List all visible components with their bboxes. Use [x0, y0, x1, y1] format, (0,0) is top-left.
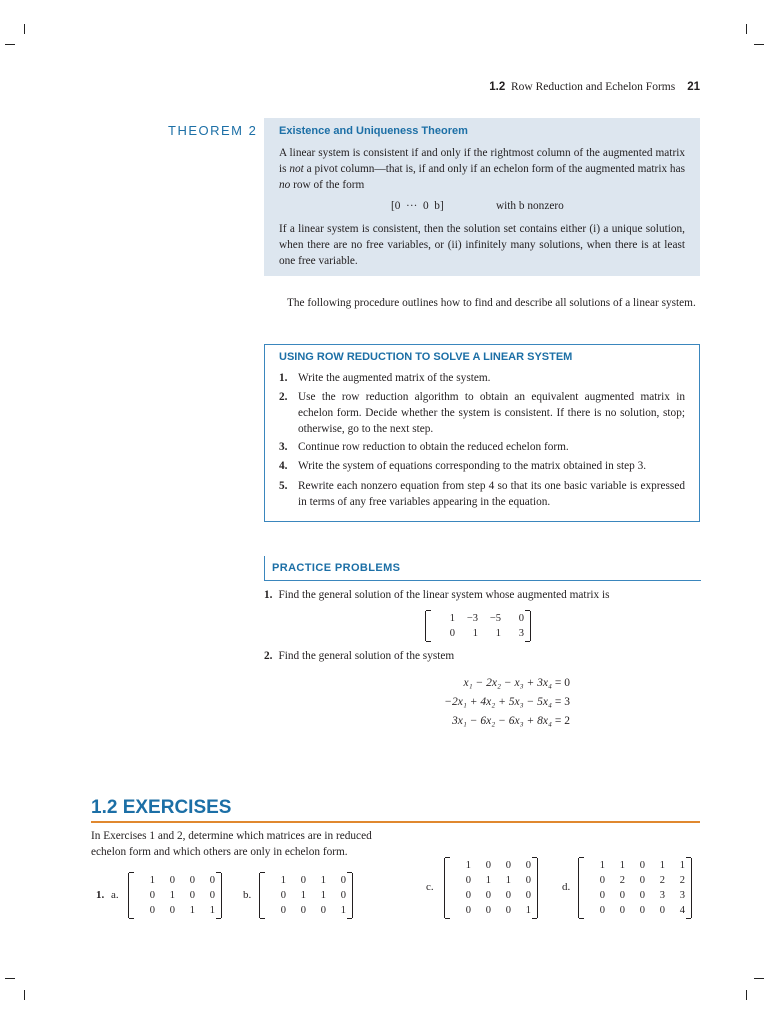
theorem-box	[264, 118, 700, 276]
procedure-step	[279, 439, 685, 455]
header-title: Row Reduction and Echelon Forms	[511, 81, 676, 93]
matrix-entry: 0	[465, 905, 471, 916]
exercise-number: 1.	[96, 889, 105, 901]
matrix-entry: 0	[639, 905, 645, 916]
step-number: 5.	[279, 480, 288, 492]
matrix-entry: 0	[465, 875, 471, 886]
matrix-entry: 1	[525, 905, 531, 916]
matrix-entry: 0	[209, 875, 215, 886]
matrix-entry: 0	[518, 613, 524, 624]
step-number: 4.	[279, 460, 288, 472]
crop-mark	[754, 44, 764, 45]
exercises-rule	[91, 821, 700, 823]
matrix-entry: 1	[320, 890, 326, 901]
matrix-entry: 0	[525, 875, 531, 886]
matrix-row	[266, 903, 346, 918]
matrix-entry: 1	[485, 875, 491, 886]
equation-rhs: = 3	[554, 696, 570, 708]
step-text: Use the row reduction algorithm to obtain an equivalent augmented matrix in echelon form. Decide whether the system is consistent. If there is no solution, stop; otherwise, go to the next step.	[298, 391, 685, 435]
matrix-row	[451, 888, 531, 903]
matrix-entry: 2	[679, 875, 685, 886]
crop-mark	[24, 24, 25, 34]
matrix-entry: 1	[340, 905, 346, 916]
equation-row	[452, 715, 570, 727]
step-number: 2.	[279, 391, 288, 403]
procedure-step	[279, 478, 685, 510]
step-text: Write the system of equations corresponding to the matrix obtained in step 3.	[298, 460, 647, 472]
problem-number: 2.	[264, 650, 273, 662]
matrix-row	[585, 888, 685, 903]
problem-text: Find the general solution of the linear system whose augmented matrix is	[278, 589, 610, 601]
matrix-row	[451, 873, 531, 888]
page-number: 21	[687, 81, 700, 93]
matrix-entry: 0	[639, 875, 645, 886]
matrix-entry: 0	[169, 875, 175, 886]
matrix-entry: 1	[209, 905, 215, 916]
problem-text: Find the general solution of the system	[278, 650, 455, 662]
matrix-row	[585, 873, 685, 888]
equation-rhs: = 2	[554, 715, 570, 727]
matrix-entry: 0	[280, 890, 286, 901]
exercises-heading: EXERCISES	[122, 797, 232, 818]
matrix-entry: 0	[639, 860, 645, 871]
matrix-row	[266, 873, 346, 888]
matrix-entry: 1	[495, 628, 501, 639]
matrix-entry: 0	[189, 875, 195, 886]
theorem-text: A linear system is consistent if and only if the rightmost column of the augmented matrix is	[279, 147, 685, 175]
matrix-row	[432, 626, 524, 641]
crop-mark	[754, 978, 764, 979]
theorem-row-note: with b nonzero	[496, 200, 564, 212]
matrix-entry: 1	[465, 860, 471, 871]
matrix-entry: 0	[525, 860, 531, 871]
matrix-entry: 0	[505, 890, 511, 901]
matrix-entry: 1	[679, 860, 685, 871]
crop-mark	[746, 24, 747, 34]
matrix-entry: −5	[489, 613, 501, 624]
matrix-row	[135, 903, 215, 918]
matrix-entry: 1	[169, 890, 175, 901]
step-number: 1.	[279, 372, 288, 384]
equation-rhs: = 0	[554, 677, 570, 689]
matrix-a	[128, 873, 222, 918]
matrix-entry: 4	[679, 905, 685, 916]
matrix-d	[578, 858, 692, 918]
matrix-entry: 3	[518, 628, 524, 639]
matrix-entry: 1	[659, 860, 665, 871]
matrix-entry: 0	[280, 905, 286, 916]
matrix-c	[444, 858, 538, 918]
matrix-entry: 3	[659, 890, 665, 901]
exercise-part-label: d.	[562, 881, 571, 893]
matrix-row	[451, 903, 531, 918]
matrix-entry: 1	[189, 905, 195, 916]
matrix-entry: −3	[466, 613, 478, 624]
equation-row	[464, 677, 570, 689]
matrix-entry: 1	[449, 613, 455, 624]
equation-row	[444, 696, 570, 708]
practice-header	[264, 556, 701, 581]
procedure-step	[279, 458, 685, 474]
crop-mark	[5, 44, 15, 45]
matrix-entry: 0	[340, 875, 346, 886]
matrix-row	[432, 611, 524, 626]
matrix-row	[585, 903, 685, 918]
matrix-entry: 0	[320, 905, 326, 916]
crop-mark	[5, 978, 15, 979]
procedure-step	[279, 389, 685, 437]
practice-problem-2	[264, 650, 454, 662]
procedure-title: USING ROW REDUCTION TO SOLVE A LINEAR SYSTEM	[279, 351, 573, 363]
matrix-entry: 0	[485, 860, 491, 871]
theorem-emphasis: no	[279, 179, 291, 191]
equation-lhs: −2x₁ + 4x₂ + 5x₃ − 5x₄	[444, 696, 552, 708]
equation-lhs: 3x₁ − 6x₂ − 6x₃ + 8x₄	[452, 715, 552, 727]
practice-title: PRACTICE PROBLEMS	[272, 562, 401, 574]
matrix-b	[259, 873, 353, 918]
matrix-row	[266, 888, 346, 903]
matrix-entry: 0	[619, 905, 625, 916]
matrix-entry: 1	[300, 890, 306, 901]
exercises-number: 1.2	[91, 797, 118, 818]
equation-lhs: x₁ − 2x₂ − x₃ + 3x₄	[463, 677, 552, 689]
matrix-entry: 0	[189, 890, 195, 901]
matrix-entry: 1	[320, 875, 326, 886]
theorem-label: THEOREM 2	[168, 123, 258, 138]
procedure-step	[279, 370, 685, 386]
matrix-entry: 0	[525, 890, 531, 901]
theorem-text: a pivot column—that is, if and only if an echelon form of the augmented matrix has	[306, 163, 685, 175]
matrix-entry: 0	[300, 905, 306, 916]
crop-mark	[746, 990, 747, 1000]
matrix-entry: 2	[659, 875, 665, 886]
matrix-entry: 1	[472, 628, 478, 639]
crop-mark	[24, 990, 25, 1000]
matrix-row	[135, 888, 215, 903]
matrix-entry: 0	[449, 628, 455, 639]
theorem-title: Existence and Uniqueness Theorem	[279, 125, 468, 137]
matrix-entry: 0	[465, 890, 471, 901]
running-header	[489, 81, 700, 93]
matrix-entry: 1	[505, 875, 511, 886]
matrix-entry: 0	[209, 890, 215, 901]
matrix-entry: 0	[485, 905, 491, 916]
matrix-entry: 0	[300, 875, 306, 886]
practice-matrix	[425, 611, 531, 641]
theorem-paragraph-1	[279, 145, 685, 193]
procedure-box	[264, 344, 700, 522]
matrix-entry: 0	[599, 905, 605, 916]
matrix-row	[585, 858, 685, 873]
matrix-entry: 0	[149, 890, 155, 901]
matrix-entry: 3	[679, 890, 685, 901]
matrix-entry: 0	[599, 875, 605, 886]
matrix-row	[135, 873, 215, 888]
matrix-row	[451, 858, 531, 873]
intro-paragraph: The following procedure outlines how to find and describe all solutions of a linear system.	[287, 297, 696, 309]
step-number: 3.	[279, 441, 288, 453]
exercise-part-label: b.	[243, 889, 252, 901]
exercises-intro: In Exercises 1 and 2, determine which matrices are in reduced echelon form and which others are only in echelon form.	[91, 830, 372, 858]
theorem-text: row of the form	[293, 179, 365, 191]
problem-number: 1.	[264, 589, 273, 601]
matrix-entry: 0	[169, 905, 175, 916]
matrix-entry: 0	[639, 890, 645, 901]
exercise-part-label: c.	[426, 881, 434, 893]
matrix-entry: 0	[599, 890, 605, 901]
step-text: Write the augmented matrix of the system.	[298, 372, 491, 384]
exercise-part-label: a.	[111, 889, 119, 901]
matrix-entry: 1	[149, 875, 155, 886]
matrix-entry: 0	[619, 890, 625, 901]
matrix-entry: 0	[340, 890, 346, 901]
exercises-title	[91, 797, 231, 819]
matrix-entry: 0	[505, 905, 511, 916]
matrix-entry: 0	[505, 860, 511, 871]
matrix-entry: 0	[485, 890, 491, 901]
step-text: Rewrite each nonzero equation from step 4 so that its one basic variable is expressed in terms of any free variables appearing in the equation.	[298, 480, 685, 508]
theorem-emphasis: not	[289, 163, 304, 175]
matrix-entry: 1	[619, 860, 625, 871]
theorem-paragraph-2: If a linear system is consistent, then the solution set contains either (i) a unique solution, when there are no free variables, or (ii) infinitely many solutions, when there is at least one free variable.	[279, 223, 685, 267]
matrix-entry: 1	[599, 860, 605, 871]
theorem-row-form: [0 ··· 0 b]	[391, 200, 444, 212]
step-text: Continue row reduction to obtain the reduced echelon form.	[298, 441, 569, 453]
matrix-entry: 0	[659, 905, 665, 916]
matrix-entry: 2	[619, 875, 625, 886]
header-section: 1.2	[489, 81, 506, 93]
practice-problem-1	[264, 589, 609, 601]
matrix-entry: 1	[280, 875, 286, 886]
matrix-entry: 0	[149, 905, 155, 916]
